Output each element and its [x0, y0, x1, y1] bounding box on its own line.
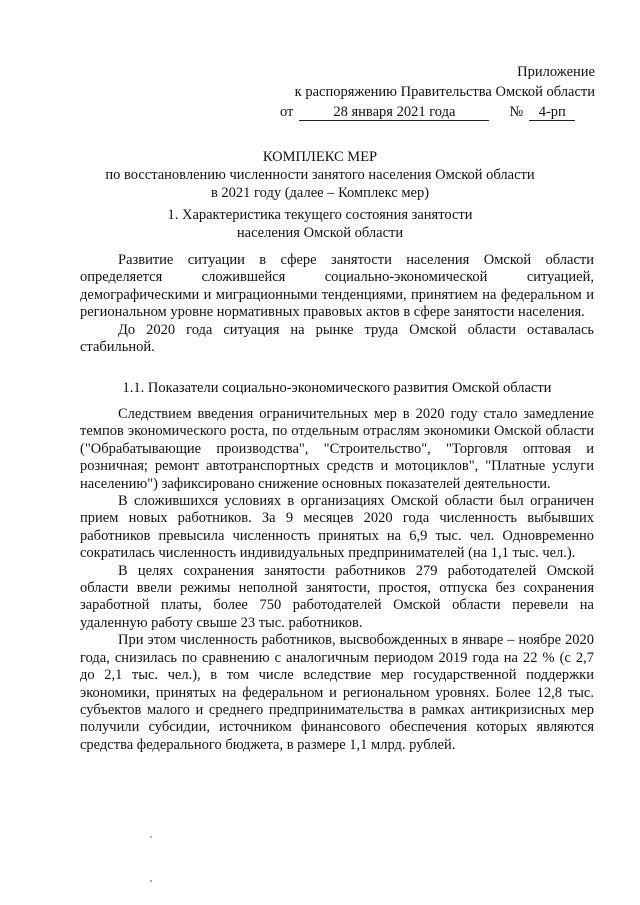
title-subtitle-2: в 2021 году (далее – Комплекс мер)	[210, 185, 430, 201]
annex-title: Приложение	[517, 64, 595, 80]
paragraph: В сложившихся условиях в организациях Омской области был ограничен прием новых работников. За 9 месяцев 2020 года численность выбывших работников превысила численность принятых на 6,9 тыс. чел. Одновременно сократилась численность индивидуальных предпринимателей (на 1,1 тыс. чел.).	[80, 493, 594, 562]
section-heading-line-1: 1. Характеристика текущего состояния занятости	[167, 207, 473, 223]
order-number: 4-рп	[529, 104, 575, 121]
paragraph: В целях сохранения занятости работников 279 работодателей Омской области ввели режимы неполной занятости, простоя, отпуска без сохранения заработной платы, более 750 работодателей Омской области перевели на удаленную работу свыше 23 тыс. работников.	[80, 562, 594, 631]
annex-reference: к распоряжению Правительства Омской области	[294, 84, 595, 100]
from-label: от	[280, 104, 294, 120]
title-main: КОМПЛЕКС МЕР	[262, 149, 378, 165]
order-date: 28 января 2021 года	[299, 104, 489, 121]
title-subtitle: по восстановлению численности занятого населения Омской области	[105, 167, 535, 183]
paragraph: При этом численность работников, высвобожденных в январе – ноябре 2020 года, снизилась по сравнению с аналогичным периодом 2019 года на 22 % (с 2,7 до 2,1 тыс. чел.), в том числе вследствие мер государственной поддержки экономики, принятых на федеральном и региональном уровнях. Более 12,8 тыс. субъектов малого и среднего предпринимательства в рамках антикризисных мер получили субсидии, источником финансового обеспечения которых являются средства федерального бюджета, в размере 1,1 млрд. рублей.	[80, 632, 594, 753]
section-heading-line-2: населения Омской области	[236, 225, 404, 241]
paragraph: Развитие ситуации в сфере занятости населения Омской области определяется сложившейся социально-экономической ситуацией, демографическими и миграционными тенденциями, принятием на федеральном и региональном уровне нормативных правовых актов в сфере занятости населения.	[80, 252, 594, 321]
subsection-body	[80, 406, 594, 754]
scan-speck	[150, 836, 152, 838]
subsection-heading: 1.1. Показатели социально-экономического развития Омской области	[122, 380, 552, 396]
paragraph: До 2020 года ситуация на рынке труда Омской области оставалась стабильной.	[80, 321, 594, 356]
number-label: №	[509, 104, 524, 120]
annex-header	[280, 62, 595, 122]
paragraph: Следствием введения ограничительных мер в 2020 году стало замедление темпов экономического роста, по отдельным отраслям экономики Омской области ("Обрабатывающие производства", "Строительство", "Торговля оптовая и розничная; ремонт автотранспортных средств и мотоциклов", "Платные услуги населению") зафиксировано снижение основных показателей деятельности.	[80, 406, 594, 492]
section-1-body	[80, 252, 594, 356]
section-1-heading	[80, 206, 560, 242]
annex-date-line	[280, 102, 595, 122]
document-title	[80, 148, 560, 202]
scan-speck	[150, 880, 152, 882]
